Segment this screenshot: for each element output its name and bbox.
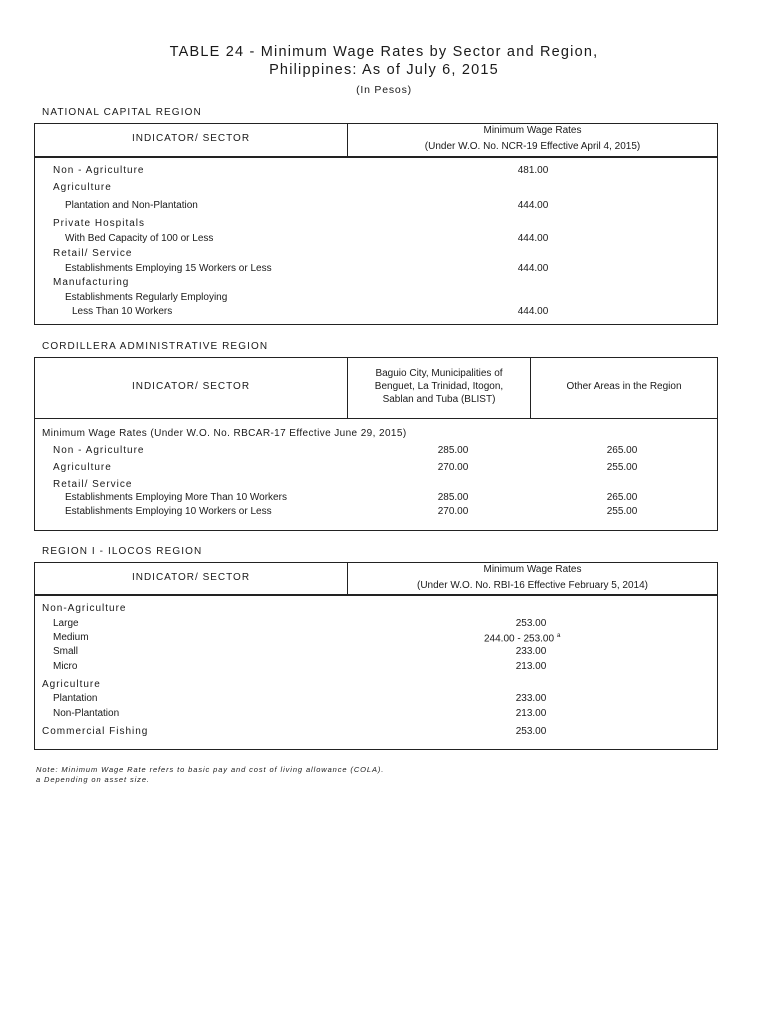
region1-header-rates-line2: (Under W.O. No. RBI-16 Effective February 5, 2014) — [416, 580, 649, 591]
car-row-label: Establishments Employing More Than 10 Workers — [65, 492, 287, 503]
car-row-other: 265.00 — [606, 445, 638, 456]
ncr-row-value: 444.00 — [517, 200, 549, 211]
car-row-label: Retail/ Service — [53, 479, 133, 490]
region1-row-label: Agriculture — [42, 679, 101, 690]
car-row-other: 255.00 — [606, 462, 638, 473]
footnote-note: Note: Minimum Wage Rate refers to basic pay and cost of living allowance (COLA). — [36, 765, 385, 774]
region1-row-label: Micro — [53, 661, 78, 672]
ncr-header-rates-line2: (Under W.O. No. NCR-19 Effective April 4, 2015) — [424, 141, 641, 152]
region1-row-value-medium: 244.00 - 253.00 $^a$ — [484, 632, 561, 645]
ncr-row-value: 481.00 — [517, 165, 549, 176]
car-row-blist: 270.00 — [437, 506, 469, 517]
region1-row-label: Medium — [53, 632, 89, 643]
table-title-line2: Philippines: As of July 6, 2015 — [269, 62, 499, 78]
footnote-marker: a — [556, 632, 561, 639]
region1-row-value: 213.00 — [515, 708, 547, 719]
car-header-blist-line: Baguio City, Municipalities of — [375, 368, 503, 379]
region1-row-label: Small — [53, 646, 79, 657]
ncr-row-label: Establishments Regularly Employing — [65, 292, 228, 303]
region1-header-indicator: INDICATOR/ SECTOR — [131, 572, 251, 583]
car-section-label: CORDILLERA ADMINISTRATIVE REGION — [42, 341, 269, 352]
ncr-row-label: Manufacturing — [53, 277, 130, 288]
car-row-other: 265.00 — [606, 492, 638, 503]
car-row-label: Non - Agriculture — [53, 445, 145, 456]
region1-row-value: 233.00 — [515, 646, 547, 657]
ncr-row-label: With Bed Capacity of 100 or Less — [65, 233, 214, 244]
ncr-section-label: NATIONAL CAPITAL REGION — [42, 107, 202, 118]
region1-row-value: 213.00 — [515, 661, 547, 672]
car-row-other: 255.00 — [606, 506, 638, 517]
ncr-row-label: Plantation and Non-Plantation — [65, 200, 198, 211]
car-row-blist: 285.00 — [437, 492, 469, 503]
car-row-blist: 285.00 — [437, 445, 469, 456]
ncr-row-value: 444.00 — [517, 306, 549, 317]
ncr-row-label: Private Hospitals — [53, 218, 146, 229]
car-row-label: Establishments Employing 10 Workers or Less — [65, 506, 272, 517]
car-wage-order: Minimum Wage Rates (Under W.O. No. RBCAR-17 Effective June 29, 2015) — [42, 428, 407, 439]
ncr-row-label: Non - Agriculture — [53, 165, 145, 176]
region1-section-label: REGION I - ILOCOS REGION — [42, 546, 203, 557]
car-header-indicator: INDICATOR/ SECTOR — [131, 381, 251, 392]
region1-header-rates-line1: Minimum Wage Rates — [483, 564, 582, 575]
table-unit: (In Pesos) — [356, 84, 412, 96]
region1-row-label: Non-Agriculture — [42, 603, 127, 614]
car-header-other: Other Areas in the Region — [566, 381, 682, 392]
ncr-header-indicator: INDICATOR/ SECTOR — [131, 133, 251, 144]
region1-row-label: Plantation — [53, 693, 98, 704]
region1-row-label: Commercial Fishing — [42, 726, 149, 737]
ncr-row-label: Agriculture — [53, 182, 112, 193]
region1-row-value: 253.00 — [515, 618, 547, 629]
region1-row-value: 253.00 — [515, 726, 547, 737]
car-header-blist-line: Benguet, La Trinidad, Itogon, — [374, 381, 504, 392]
car-header-blist-line: Sablan and Tuba (BLIST) — [382, 394, 496, 405]
ncr-row-label: Establishments Employing 15 Workers or Less — [65, 263, 272, 274]
car-row-label: Agriculture — [53, 462, 112, 473]
table-title-line1: TABLE 24 - Minimum Wage Rates by Sector and Region, — [169, 44, 599, 60]
ncr-row-label: Retail/ Service — [53, 248, 133, 259]
footnote-a: a Depending on asset size. — [36, 775, 150, 784]
ncr-row-value: 444.00 — [517, 233, 549, 244]
ncr-row-label: Less Than 10 Workers — [72, 306, 173, 317]
region1-row-label: Large — [53, 618, 79, 629]
ncr-header-rates-line1: Minimum Wage Rates — [483, 125, 582, 136]
ncr-row-value: 444.00 — [517, 263, 549, 274]
region1-row-value: 233.00 — [515, 693, 547, 704]
car-row-blist: 270.00 — [437, 462, 469, 473]
region1-row-label: Non-Plantation — [53, 708, 120, 719]
